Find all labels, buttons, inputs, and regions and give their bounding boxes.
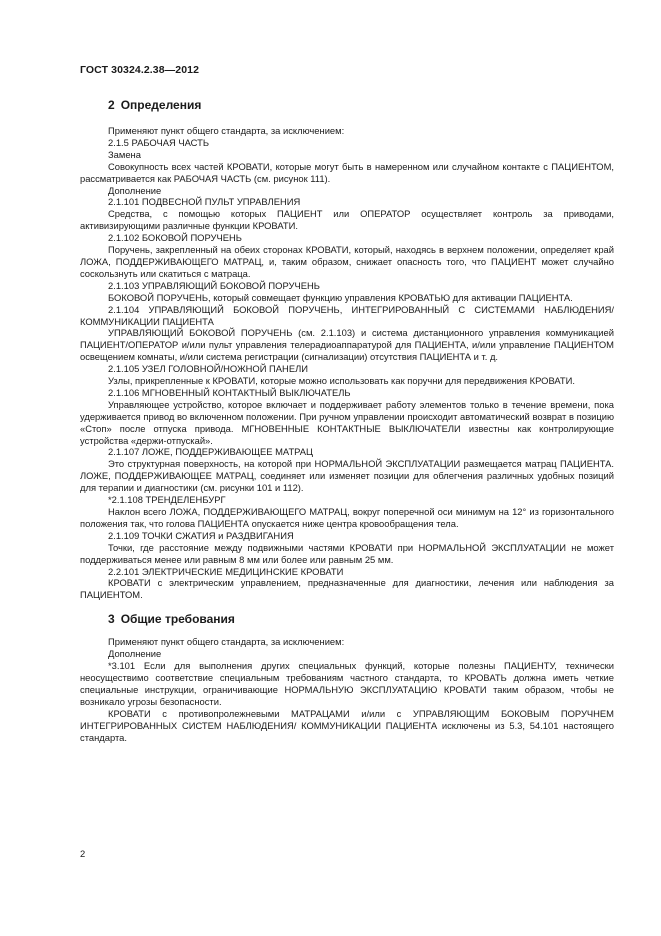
paragraph: 2.2.101 ЭЛЕКТРИЧЕСКИЕ МЕДИЦИНСКИЕ КРОВАТИ	[108, 565, 344, 577]
paragraph: *3.101 Если для выполнения других специальных функций, которые полезны ПАЦИЕНТУ, технически неосуществимо соответствие специальным требованиям частного стандарта, то КРОВАТЬ должна иметь четкие специальные инструкции, ограничивающие НОРМАЛЬНУЮ ЭКСПЛУАТАЦИЮ КРОВАТИ таким образом, чтобы не возникало угрозы безопасности.	[80, 660, 614, 707]
document-id-header: ГОСТ 30324.2.38—2012	[80, 64, 200, 76]
paragraph: Применяют пункт общего стандарта, за исключением:	[108, 636, 345, 648]
document-body	[80, 98, 614, 743]
paragraph: УПРАВЛЯЮЩИЙ БОКОВОЙ ПОРУЧЕНЬ (см. 2.1.103) и система дистанционного управления коммуникацией ПАЦИЕНТ/ОПЕРАТОР и/или пульт управления телерадиоаппаратурой для ПАЦИЕНТА, и/или управление ПАЦИЕНТОМ освещением комнаты, и/или система регистрации (сигнализации) отсутствия ПАЦИЕНТА и т. д.	[80, 327, 614, 363]
section-heading-general-requirements	[108, 612, 614, 627]
paragraph: Поручень, закрепленный на обеих сторонах КРОВАТИ, который, находясь в верхнем положении, определяет край ЛОЖА, ПОДДЕРЖИВАЮЩЕГО МАТРАЦ, и, таким образом, снижает опасность того, что ПАЦИЕНТ может случайно соскользнуть или скатиться с матраца.	[80, 244, 614, 279]
paragraph: КРОВАТИ с противопролежневыми МАТРАЦАМИ и/или с УПРАВЛЯЮЩИМ БОКОВЫМ ПОРУЧНЕМ ИНТЕГРИРОВАННЫХ СИСТЕМ НАБЛЮДЕНИЯ/ КОММУНИКАЦИИ ПАЦИЕНТА исключены из 5.3, 54.101 настоящего стандарта.	[80, 707, 614, 743]
paragraph: Точки, где расстояние между подвижными частями КРОВАТИ при НОРМАЛЬНОЙ ЭКСПЛУАТАЦИИ не может поддерживаться менее или равным 8 мм или более или равным 25 мм.	[80, 541, 614, 565]
section-number: 2	[108, 98, 115, 112]
paragraph: 2.1.101 ПОДВЕСНОЙ ПУЛЬТ УПРАВЛЕНИЯ	[108, 196, 301, 208]
paragraph: 2.1.109 ТОЧКИ СЖАТИЯ и РАЗДВИГАНИЯ	[108, 529, 294, 541]
paragraph: Узлы, прикрепленные к КРОВАТИ, которые можно использовать как поручни для передвижения КРОВАТИ.	[108, 375, 576, 387]
section-title: Общие требования	[120, 612, 235, 627]
section-heading-definitions	[108, 98, 614, 113]
paragraph: КРОВАТИ с электрическим управлением, предназначенные для диагностики, лечения или наблюдения за ПАЦИЕНТОМ.	[80, 577, 614, 601]
paragraph: Применяют пункт общего стандарта, за исключением:	[108, 125, 345, 136]
paragraph: Дополнение	[108, 648, 162, 660]
section-title: Определения	[120, 98, 202, 112]
paragraph: Совокупность всех частей КРОВАТИ, которые могут быть в намеренном или случайном контакте с ПАЦИЕНТОМ, рассматривается как РАБОЧАЯ ЧАСТЬ (см. рисунок 111).	[80, 160, 614, 184]
paragraph: Наклон всего ЛОЖА, ПОДДЕРЖИВАЮЩЕГО МАТРАЦ, вокруг поперечной оси минимум на 12° из горизонтального положения так, что голова ПАЦИЕНТА опускается ниже центра кровообращения тела.	[80, 506, 614, 529]
section-definitions-body	[80, 125, 614, 601]
paragraph: БОКОВОЙ ПОРУЧЕНЬ, который совмещает функцию управления КРОВАТЬЮ для активации ПАЦИЕНТА.	[108, 291, 573, 303]
paragraph: Замена	[108, 148, 141, 160]
paragraph: Средства, с помощью которых ПАЦИЕНТ или ОПЕРАТОР осуществляет контроль за приводами, активизирующими различные функции КРОВАТИ.	[80, 208, 614, 232]
paragraph: 2.1.105 УЗЕЛ ГОЛОВНОЙ/НОЖНОЙ ПАНЕЛИ	[108, 363, 308, 375]
paragraph: 2.1.106 МГНОВЕННЫЙ КОНТАКТНЫЙ ВЫКЛЮЧАТЕЛЬ	[108, 386, 351, 398]
paragraph: 2.1.103 УПРАВЛЯЮЩИЙ БОКОВОЙ ПОРУЧЕНЬ	[108, 279, 320, 291]
paragraph: 2.1.102 БОКОВОЙ ПОРУЧЕНЬ	[108, 232, 242, 244]
section-general-requirements-body	[80, 636, 614, 743]
paragraph: Это структурная поверхность, на которой при НОРМАЛЬНОЙ ЭКСПЛУАТАЦИИ размещается матрац ПАЦИЕНТА. ЛОЖЕ, ПОДДЕРЖИВАЮЩЕЕ МАТРАЦ, соединяет или изменяет позиции для облегчения различных удобных позиций для терапии и диагностики (см. рисунки 101 и 112).	[80, 458, 614, 494]
page-number: 2	[80, 848, 86, 859]
paragraph: Дополнение	[108, 184, 162, 196]
paragraph: 2.1.107 ЛОЖЕ, ПОДДЕРЖИВАЮЩЕЕ МАТРАЦ	[108, 446, 313, 458]
paragraph: *2.1.108 ТРЕНДЕЛЕНБУРГ	[108, 494, 226, 506]
paragraph: 2.1.104 УПРАВЛЯЮЩИЙ БОКОВОЙ ПОРУЧЕНЬ, ИНТЕГРИРОВАННЫЙ С СИСТЕМАМИ НАБЛЮДЕНИЯ/КОММУНИКАЦИИ ПАЦИЕНТА	[80, 303, 614, 327]
paragraph: Управляющее устройство, которое включает и поддерживает работу элементов только в течение времени, пока удерживается привод во включенном положении. При ручном управлении происходит автоматический возврат в позицию «Стоп» после отпуска привода. МГНОВЕННЫЕ КОНТАКТНЫЕ ВЫКЛЮЧАТЕЛИ известны как контролирующие устройства «держи-отпускай».	[80, 398, 614, 446]
paragraph: 2.1.5 РАБОЧАЯ ЧАСТЬ	[108, 136, 209, 148]
section-number: 3	[108, 612, 115, 627]
